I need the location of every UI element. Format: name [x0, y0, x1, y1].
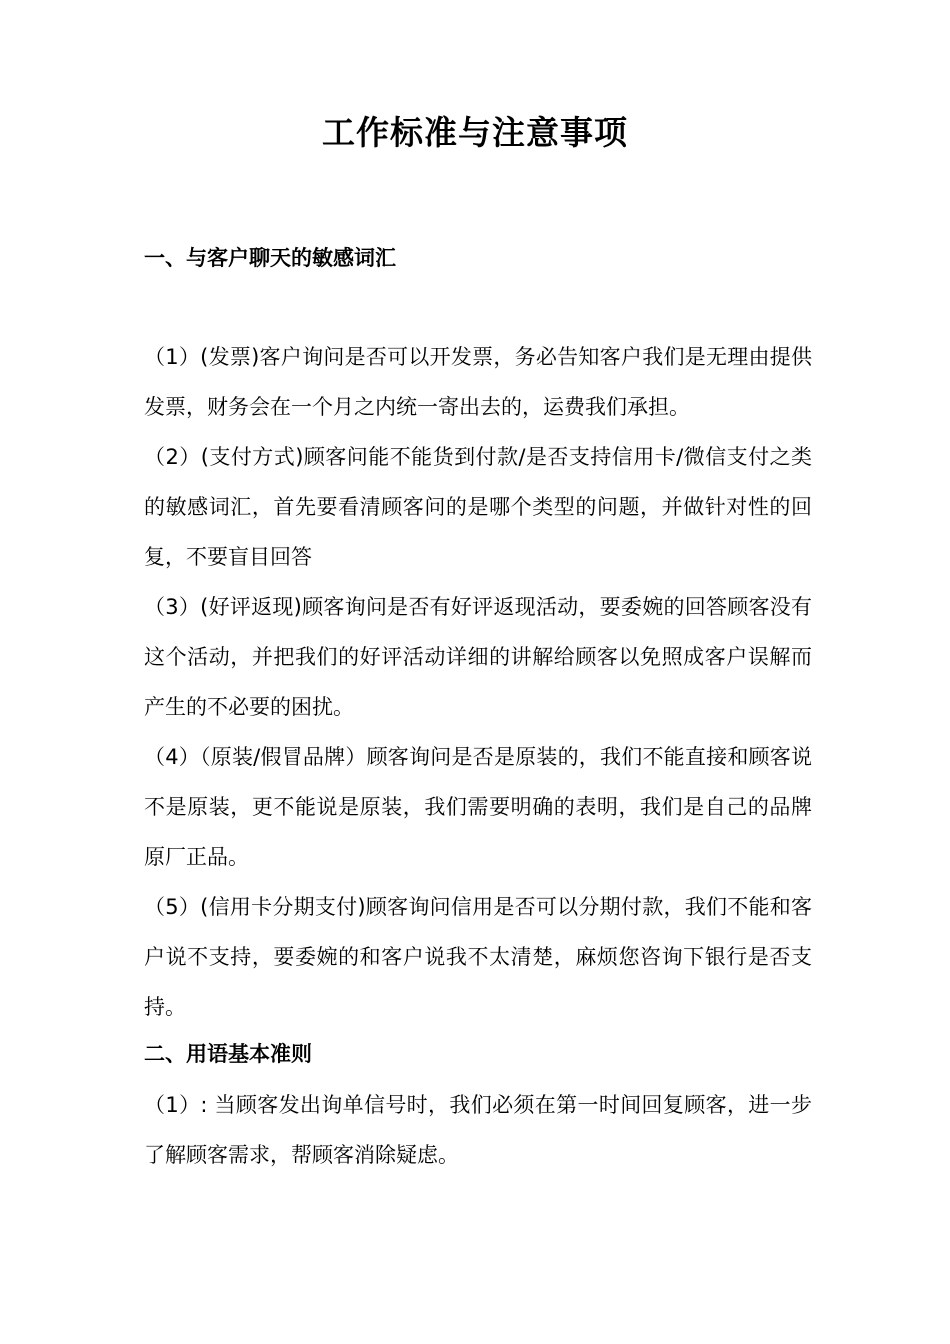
- paragraph-invoice: （1）(发票)客户询问是否可以开发票，务必告知客户我们是无理由提供发票，财务会在一个月之内统一寄出去的，运费我们承担。: [144, 345, 812, 419]
- paragraph-original-brand: （4）（原装/假冒品牌）顾客询问是否是原装的，我们不能直接和顾客说不是原装，更不能说是原装，我们需要明确的表明，我们是自己的品牌原厂正品。: [144, 745, 812, 869]
- paragraph-payment-method: （2）(支付方式)顾客问能不能货到付款/是否支持信用卡/微信支付之类的敏感词汇，首先要看清顾客问的是哪个类型的问题，并做针对性的回复，不要盲目回答: [144, 445, 812, 569]
- section-heading-language-rules: 二、用语基本准则: [144, 1042, 312, 1066]
- paragraph-inquiry-response: （1）: 当顾客发出询单信号时，我们必须在第一时间回复顾客，进一步了解顾客需求，帮顾客消除疑虑。: [144, 1093, 812, 1167]
- paragraph-review-cashback: （3）(好评返现)顾客询问是否有好评返现活动，要委婉的回答顾客没有这个活动，并把我们的好评活动详细的讲解给顾客以免照成客户误解而产生的不必要的困扰。: [144, 595, 812, 719]
- section-heading-sensitive-words: 一、与客户聊天的敏感词汇: [144, 246, 396, 270]
- document-title: 工作标准与注意事项: [322, 113, 628, 152]
- paragraph-credit-installment: （5）(信用卡分期支付)顾客询问信用是否可以分期付款，我们不能和客户说不支持，要委婉的和客户说我不太清楚，麻烦您咨询下银行是否支持。: [144, 895, 812, 1019]
